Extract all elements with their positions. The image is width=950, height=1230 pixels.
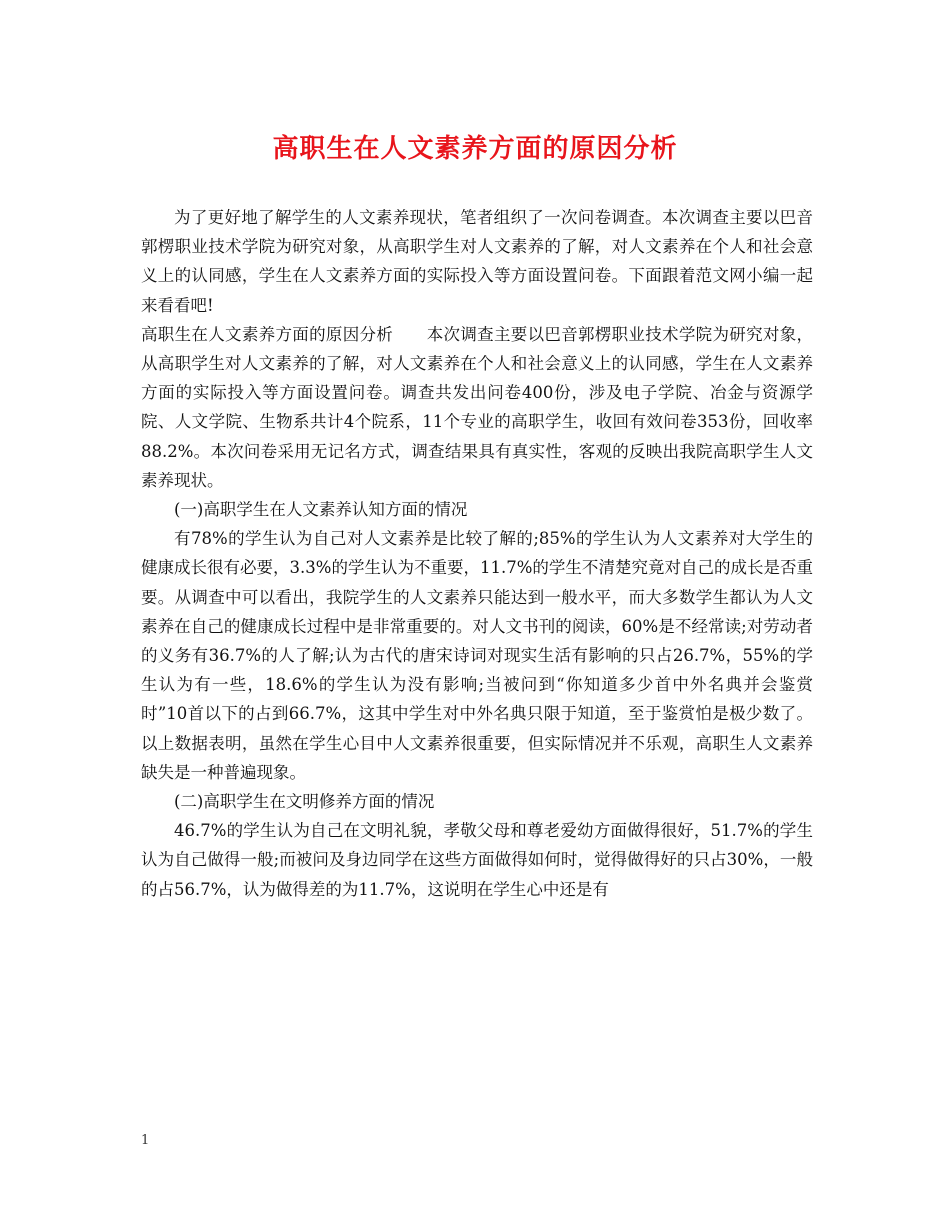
- intro-paragraph: 为了更好地了解学生的人文素养现状，笔者组织了一次问卷调查。本次调查主要以巴音郭楞职业技术学院为研究对象，从高职学生对人文素养的了解，对人文素养在个人和社会意义上的认同感，学生在人文素养方面的实际投入等方面设置问卷。下面跟着范文网小编一起来看看吧!: [141, 208, 813, 315]
- document-title: 高职生在人文素养方面的原因分析: [272, 134, 678, 164]
- section-heading-cognition: (一)高职学生在人文素养认知方面的情况: [174, 500, 468, 520]
- survey-overview-paragraph: 高职生在人文素养方面的原因分析 本次调查主要以巴音郭楞职业技术学院为研究对象，从高职学生对人文素养的了解，对人文素养在个人和社会意义上的认同感，学生在人文素养方面的实际投入等方面设置问卷。调查共发出问卷400份，涉及电子学院、冶金与资源学院、人文学院、生物系共计4个院系，11个专业的高职学生，收回有效问卷353份，回收率88.2%。本次问卷采用无记名方式，调查结果具有真实性，客观的反映出我院高职学生人文素养现状。: [141, 324, 813, 490]
- document-body: [141, 203, 813, 904]
- page-number: 1: [141, 1133, 150, 1148]
- section-heading-civility: (二)高职学生在文明修养方面的情况: [174, 792, 435, 812]
- cognition-paragraph: 有78%的学生认为自己对人文素养是比较了解的;85%的学生认为人文素养对大学生的健康成长很有必要，3.3%的学生认为不重要，11.7%的学生不清楚究竟对自己的成长是否重要。从调查中可以看出，我院学生的人文素养只能达到一般水平，而大多数学生都认为人文素养在自己的健康成长过程中是非常重要的。对人文书刊的阅读，60%是不经常读;对劳动者的义务有36.7%的人了解;认为古代的唐宋诗词对现实生活有影响的只占26.7%，55%的学生认为有一些，18.6%的学生认为没有影响;当被问到“你知道多少首中外名典并会鉴赏时”10首以下的占到66.7%，这其中学生对中外名典只限于知道，至于鉴赏怕是极少数了。以上数据表明，虽然在学生心目中人文素养很重要，但实际情况并不乐观，高职生人文素养缺失是一种普遍现象。: [141, 529, 813, 782]
- civility-paragraph: 46.7%的学生认为自己在文明礼貌，孝敬父母和尊老爱幼方面做得很好，51.7%的学生认为自己做得一般;而被问及身边同学在这些方面做得如何时，觉得做得好的只占30%，一般的占56.7%，认为做得差的为11.7%，这说明在学生心中还是有: [141, 821, 813, 899]
